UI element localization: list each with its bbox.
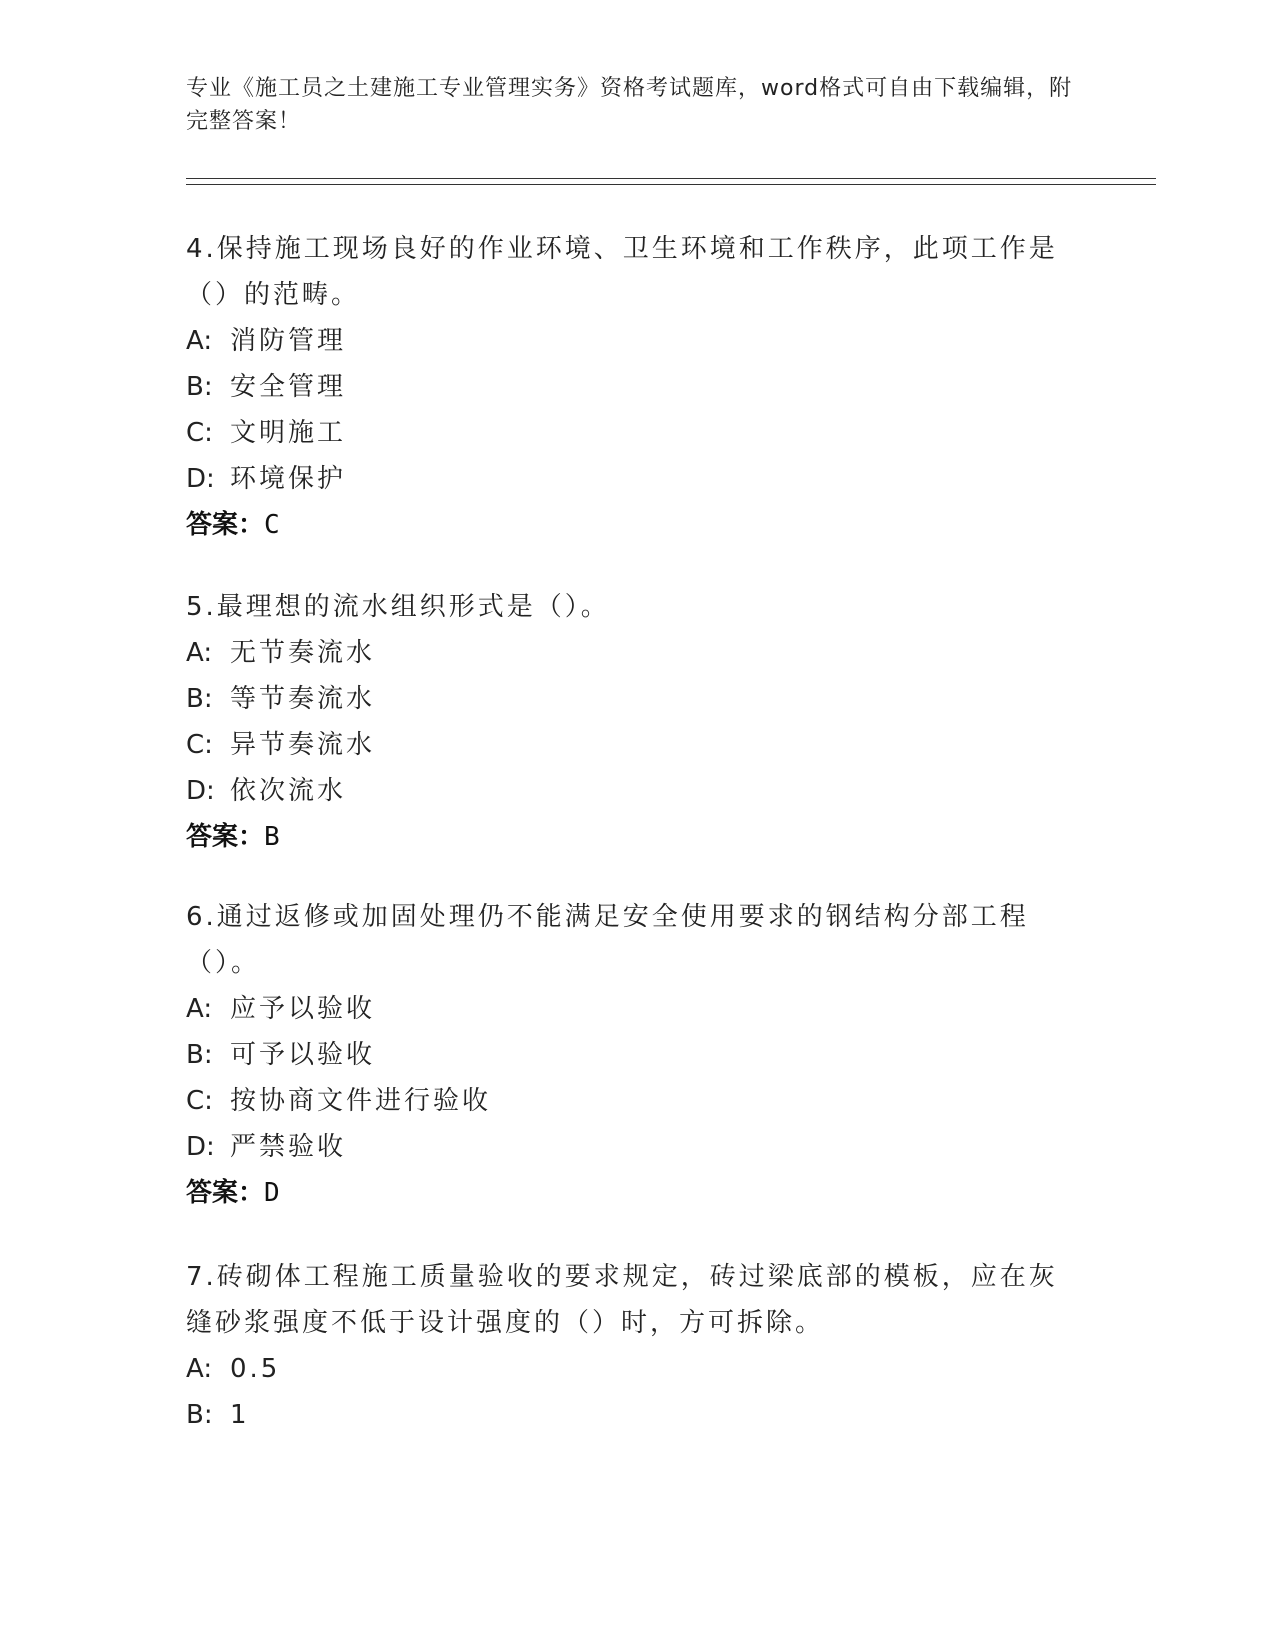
option-letter: C: <box>186 418 213 448</box>
answer-label: 答案： <box>186 510 265 540</box>
option-text: 文明施工 <box>230 418 347 448</box>
option-letter: B: <box>186 372 213 402</box>
option-c <box>186 410 1066 456</box>
question-stem: 7.砖砌体工程施工质量验收的要求规定，砖过梁底部的模板，应在灰缝砂浆强度不低于设计强度的（）时，方可拆除。 <box>186 1262 1058 1338</box>
option-a <box>186 986 1066 1032</box>
option-text: 0.5 <box>230 1354 281 1384</box>
option-letter: D: <box>186 776 215 806</box>
answer-label: 答案： <box>186 1178 265 1208</box>
option-letter: B: <box>186 1400 213 1430</box>
option-text: 异节奏流水 <box>230 730 376 760</box>
option-letter: A: <box>186 326 213 356</box>
option-text: 应予以验收 <box>230 994 376 1024</box>
answer-value: C <box>264 510 280 540</box>
option-letter: D: <box>186 464 215 494</box>
option-letter: A: <box>186 638 213 668</box>
option-text: 依次流水 <box>230 776 347 806</box>
question-stem: 4.保持施工现场良好的作业环境、卫生环境和工作秩序，此项工作是（）的范畴。 <box>186 234 1058 310</box>
answer-value: B <box>264 822 280 852</box>
option-d <box>186 768 1066 814</box>
question-7 <box>186 1254 1066 1438</box>
header-divider-bottom <box>186 184 1156 185</box>
option-a <box>186 318 1066 364</box>
option-text: 环境保护 <box>230 464 347 494</box>
document-header: 专业《施工员之土建施工专业管理实务》资格考试题库，word格式可自由下载编辑，附完整答案！ <box>186 76 1073 134</box>
option-c <box>186 1078 1066 1124</box>
option-b <box>186 676 1066 722</box>
option-text: 消防管理 <box>230 326 347 356</box>
question-stem: 6.通过返修或加固处理仍不能满足安全使用要求的钢结构分部工程（）。 <box>186 902 1029 978</box>
option-b <box>186 1032 1066 1078</box>
answer-value: D <box>264 1178 280 1208</box>
option-c <box>186 722 1066 768</box>
option-d <box>186 1124 1066 1170</box>
option-letter: A: <box>186 1354 213 1384</box>
answer-label: 答案： <box>186 822 265 852</box>
question-5 <box>186 584 1066 860</box>
option-text: 可予以验收 <box>230 1040 376 1070</box>
option-a <box>186 1346 1066 1392</box>
option-text: 按协商文件进行验收 <box>230 1086 492 1116</box>
question-4 <box>186 226 1066 548</box>
option-letter: C: <box>186 730 213 760</box>
option-text: 无节奏流水 <box>230 638 376 668</box>
option-letter: D: <box>186 1132 215 1162</box>
answer-line <box>186 814 1066 860</box>
option-letter: C: <box>186 1086 213 1116</box>
option-d <box>186 456 1066 502</box>
option-text: 安全管理 <box>230 372 347 402</box>
question-6 <box>186 894 1066 1216</box>
option-a <box>186 630 1066 676</box>
option-b <box>186 1392 1066 1438</box>
header-divider-top <box>186 178 1156 179</box>
answer-line <box>186 502 1066 548</box>
option-text: 1 <box>230 1400 250 1430</box>
answer-line <box>186 1170 1066 1216</box>
option-b <box>186 364 1066 410</box>
option-letter: B: <box>186 1040 213 1070</box>
option-letter: A: <box>186 994 213 1024</box>
option-text: 等节奏流水 <box>230 684 376 714</box>
option-letter: B: <box>186 684 213 714</box>
option-text: 严禁验收 <box>230 1132 347 1162</box>
question-stem: 5.最理想的流水组织形式是（）。 <box>186 592 610 622</box>
